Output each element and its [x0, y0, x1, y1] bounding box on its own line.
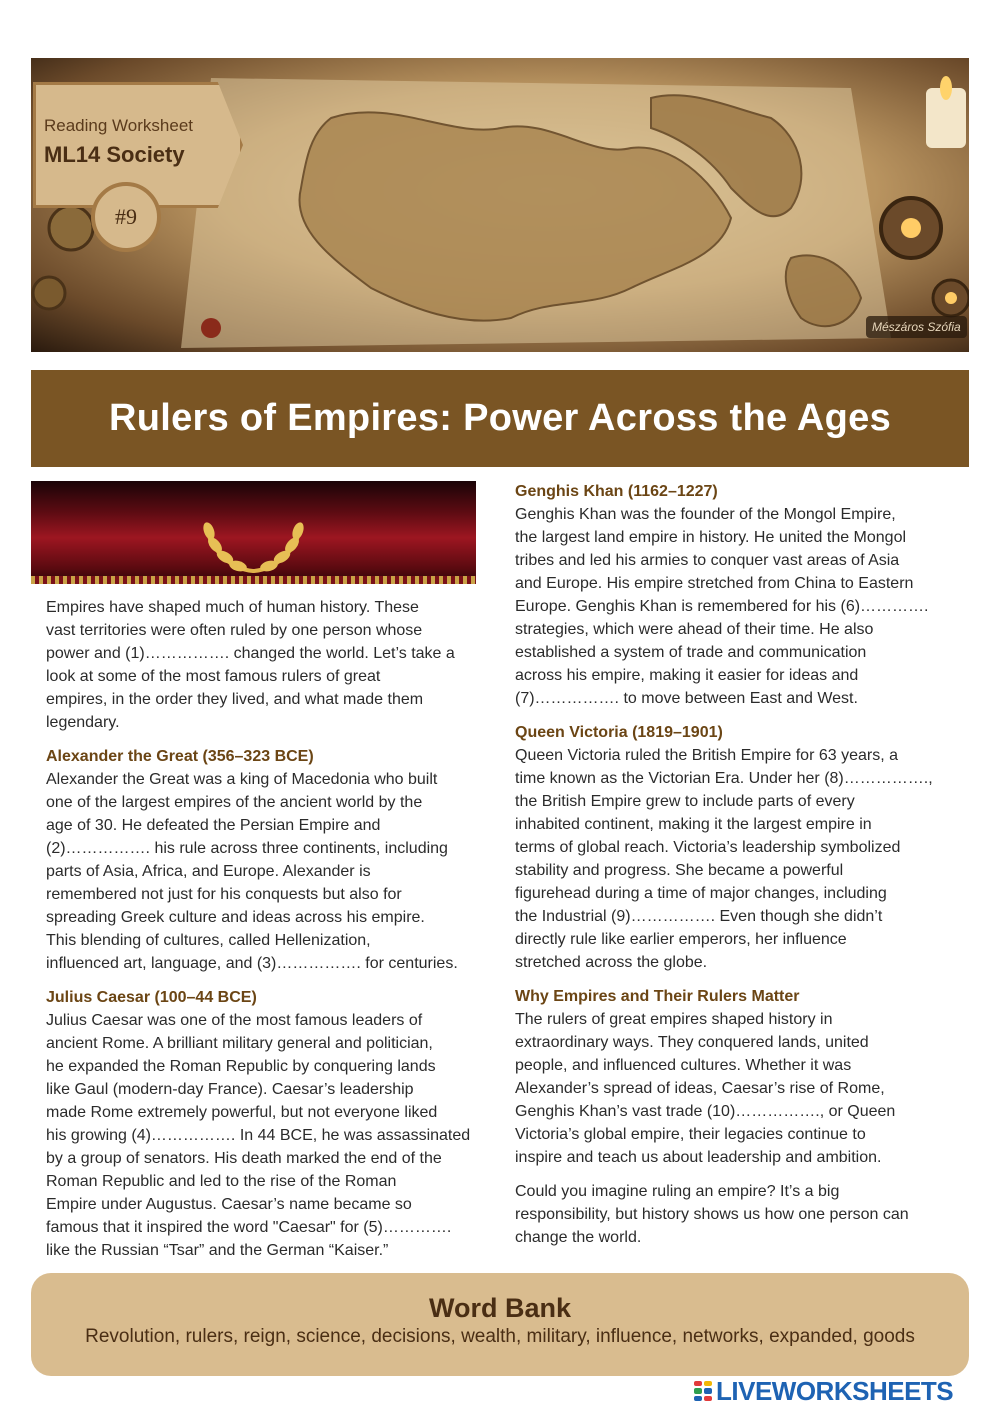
badge-subtitle: Reading Worksheet — [44, 116, 193, 135]
badge-title: ML14 Society — [44, 142, 185, 167]
why-heading: Why Empires and Their Rulers Matter — [515, 988, 800, 1005]
why-paragraph: The rulers of great empires shaped history in extraordinary ways. They conquered lands, united people, and influenced cultures. Whether it was Alexander’s spread of ideas, Caesar’s rise of Rome, Genghis Khan’s vast trade (10)……………., or Queen Victoria’s global empire, their legacies continue to inspire and teach us about leadership and ambition. — [515, 1011, 896, 1166]
page-title: Rulers of Empires: Power Across the Ages — [108, 397, 892, 439]
logo-text: LIVEWORKSHEETS — [716, 1375, 954, 1406]
alexander-heading: Alexander the Great (356–323 BCE) — [46, 748, 314, 765]
closing-paragraph: Could you imagine ruling an empire? It’s a big responsibility, but history shows us how one person can change the world. — [515, 1183, 909, 1246]
genghis-heading: Genghis Khan (1162–1227) — [515, 483, 718, 500]
caesar-heading: Julius Caesar (100–44 BCE) — [46, 989, 257, 1006]
image-credit: Mészáros Szófia — [866, 316, 967, 338]
word-bank — [31, 1273, 969, 1376]
word-bank-title: Word Bank — [428, 1293, 571, 1323]
logo-grid-icon — [694, 1381, 712, 1401]
laurel-wreath-image — [31, 481, 476, 584]
word-bank-list: Revolution, rulers, reign, science, decisions, wealth, military, influence, networks, expanded, goods — [85, 1326, 915, 1347]
victoria-heading: Queen Victoria (1819–1901) — [515, 724, 723, 741]
caesar-paragraph: Julius Caesar was one of the most famous leaders of ancient Rome. A brilliant military general and politician, he expanded the Roman Republic by conquering lands like Gaul (modern-day France). Caesar’s leadership made Rome extremely powerful, but not everyone liked his growing (4)……………. In 44 BCE, he was assassinated by a group of senators. His death marked the end of the Roman Republic and led to the rise of the Roman Empire under Augustus. Caesar’s name became so famous that it inspired the word "Caesar" for (5)…………. like the Russian “Tsar” and the German “Kaiser.” — [46, 1012, 471, 1259]
title-band — [31, 370, 969, 467]
worksheet-number: #9 — [91, 182, 161, 252]
right-column — [515, 480, 960, 1260]
liveworksheets-logo[interactable] — [694, 1375, 954, 1406]
genghis-paragraph: Genghis Khan was the founder of the Mongol Empire, the largest land empire in history. He united the Mongol tribes and led his armies to conquer vast areas of Asia and Europe. His empire stretched from China to Eastern Europe. Genghis Khan is remembered for his (6)…………. strategies, which were ahead of their time. He also established a system of trade and communication across his empire, making it easier for ideas and (7)……………. to move between East and West. — [515, 506, 929, 707]
gold-fringe — [31, 576, 476, 584]
left-column — [46, 596, 486, 1273]
victoria-paragraph: Queen Victoria ruled the British Empire for 63 years, a time known as the Victorian Era. Under her (8)……………., the British Empire grew to include parts of every inhabited continent, making it the largest empire in terms of global reach. Victoria’s leadership symbolized stability and progress. She became a powerful figurehead during a time of major changes, including the Industrial (9)……………. Even though she didn’t directly rule like earlier emperors, her influence stretched across the globe. — [515, 747, 933, 971]
intro-paragraph: Empires have shaped much of human history. These vast territories were often ruled by one person whose power and (1)……………. changed the world. Let’s take a look at some of the most famous rulers of great empires, in the order they lived, and what made them legendary. — [46, 599, 455, 731]
laurel-wreath-icon — [31, 481, 476, 584]
alexander-paragraph: Alexander the Great was a king of Macedonia who built one of the largest empires of the ancient world by the age of 30. He defeated the Persian Empire and (2)……………. his rule across three continents, including parts of Asia, Africa, and Europe. Alexander is remembered not just for his conquests but also for spreading Greek culture and ideas across his empire. This blending of cultures, called Hellenization, influenced art, language, and (3)……………. for centuries. — [46, 771, 458, 972]
